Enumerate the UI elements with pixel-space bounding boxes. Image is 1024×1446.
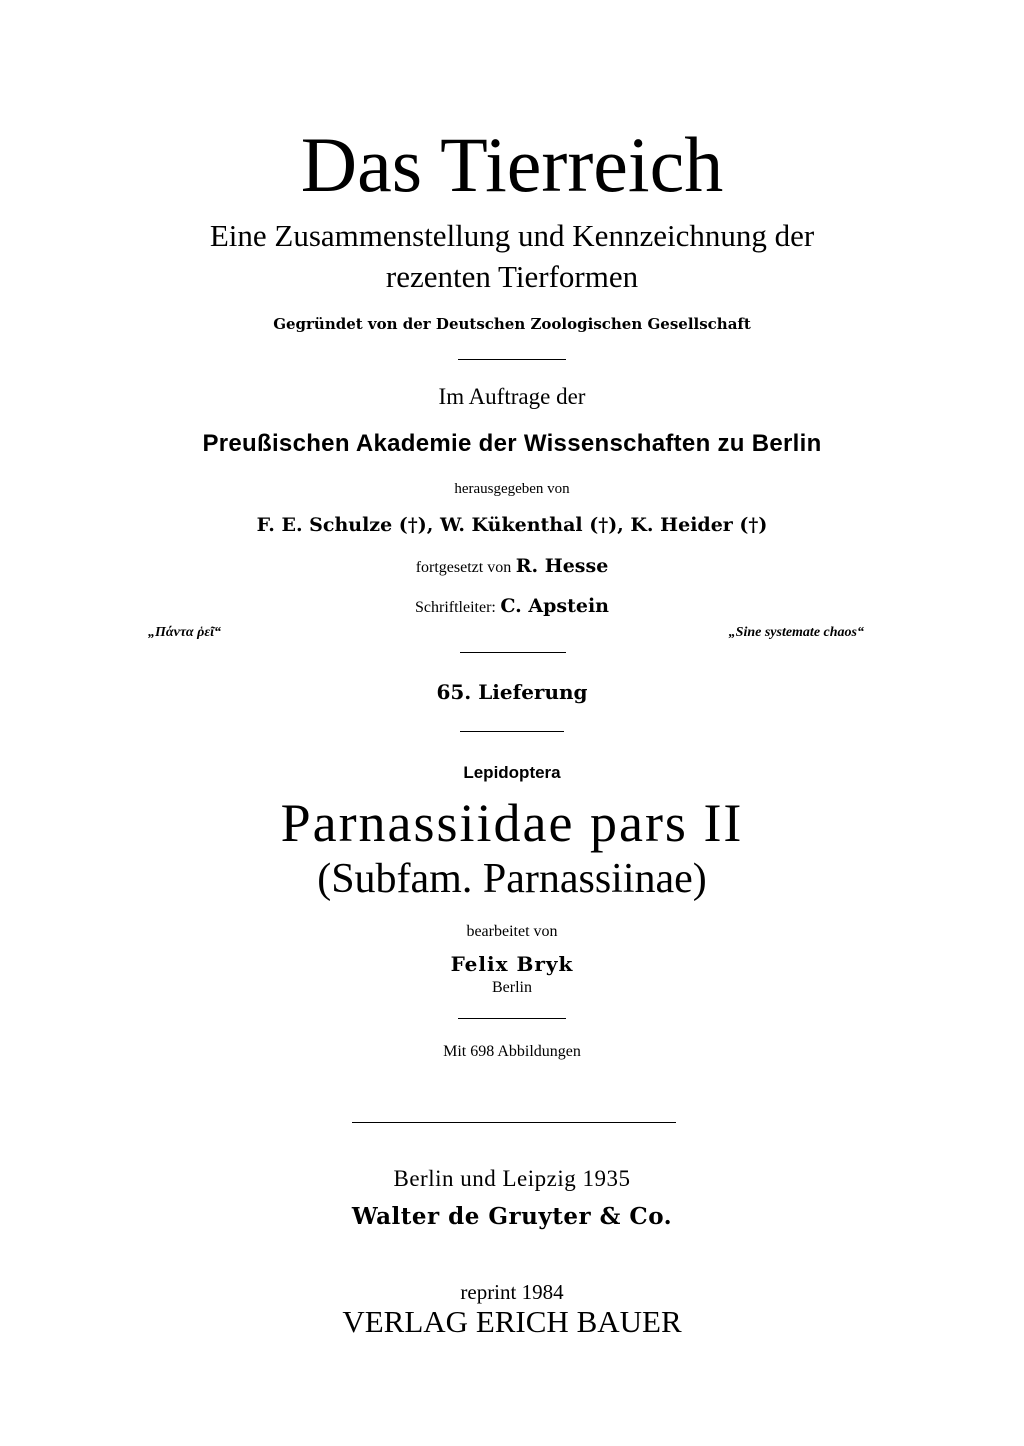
continued-name: R. Hesse	[515, 555, 609, 577]
issue-title: Parnassiidae pars II	[280, 793, 744, 853]
editors: F. E. Schulze (†), W. Kükenthal (†), K. Heider (†)	[256, 514, 768, 536]
divider-2	[460, 652, 566, 653]
series-subtitle-line2: rezenten Tierformen	[385, 259, 639, 294]
issue-order: Lepidoptera	[463, 763, 561, 782]
editor-in-chief-name: C. Apstein	[500, 595, 609, 617]
issue-subtitle: (Subfam. Parnassiinae)	[317, 856, 707, 902]
editor-in-chief-label: Schriftleiter:	[415, 599, 496, 616]
commission-intro: Im Auftrage der	[438, 384, 586, 409]
continued-intro: fortgesetzt von	[415, 559, 512, 576]
issue-number: 65. Lieferung	[436, 680, 588, 704]
divider-3	[460, 731, 564, 732]
series-title: Das Tierreich	[300, 121, 724, 208]
divider-4	[458, 1018, 566, 1019]
editors-intro: herausgegeben von	[454, 481, 570, 497]
illustrations-note: Mit 698 Abbildungen	[443, 1043, 581, 1060]
series-subtitle-line1: Eine Zusammenstellung und Kennzeichnung der	[209, 218, 815, 253]
continued-by	[0, 557, 1024, 576]
author-city: Berlin	[492, 979, 532, 996]
divider-1	[458, 359, 566, 360]
motto-right: „Sine systemate chaos“	[728, 625, 864, 640]
founded-by: Gegründet von der Deutschen Zoologischen Gesellschaft	[273, 315, 751, 333]
reprint-note: reprint 1984	[460, 1280, 564, 1304]
reprint-publisher: VERLAG ERICH BAUER	[342, 1304, 682, 1339]
author-name: Felix Bryk	[450, 952, 574, 976]
divider-5	[352, 1122, 676, 1123]
academy-name: Preußischen Akademie der Wissenschaften zu Berlin	[202, 430, 822, 457]
place-year: Berlin und Leipzig 1935	[393, 1166, 631, 1191]
author-intro: bearbeitet von	[466, 923, 558, 940]
editor-in-chief	[0, 597, 1024, 616]
publisher: Walter de Gruyter & Co.	[351, 1203, 673, 1230]
motto-left: „Πάντα ῥεῖ“	[148, 625, 221, 640]
